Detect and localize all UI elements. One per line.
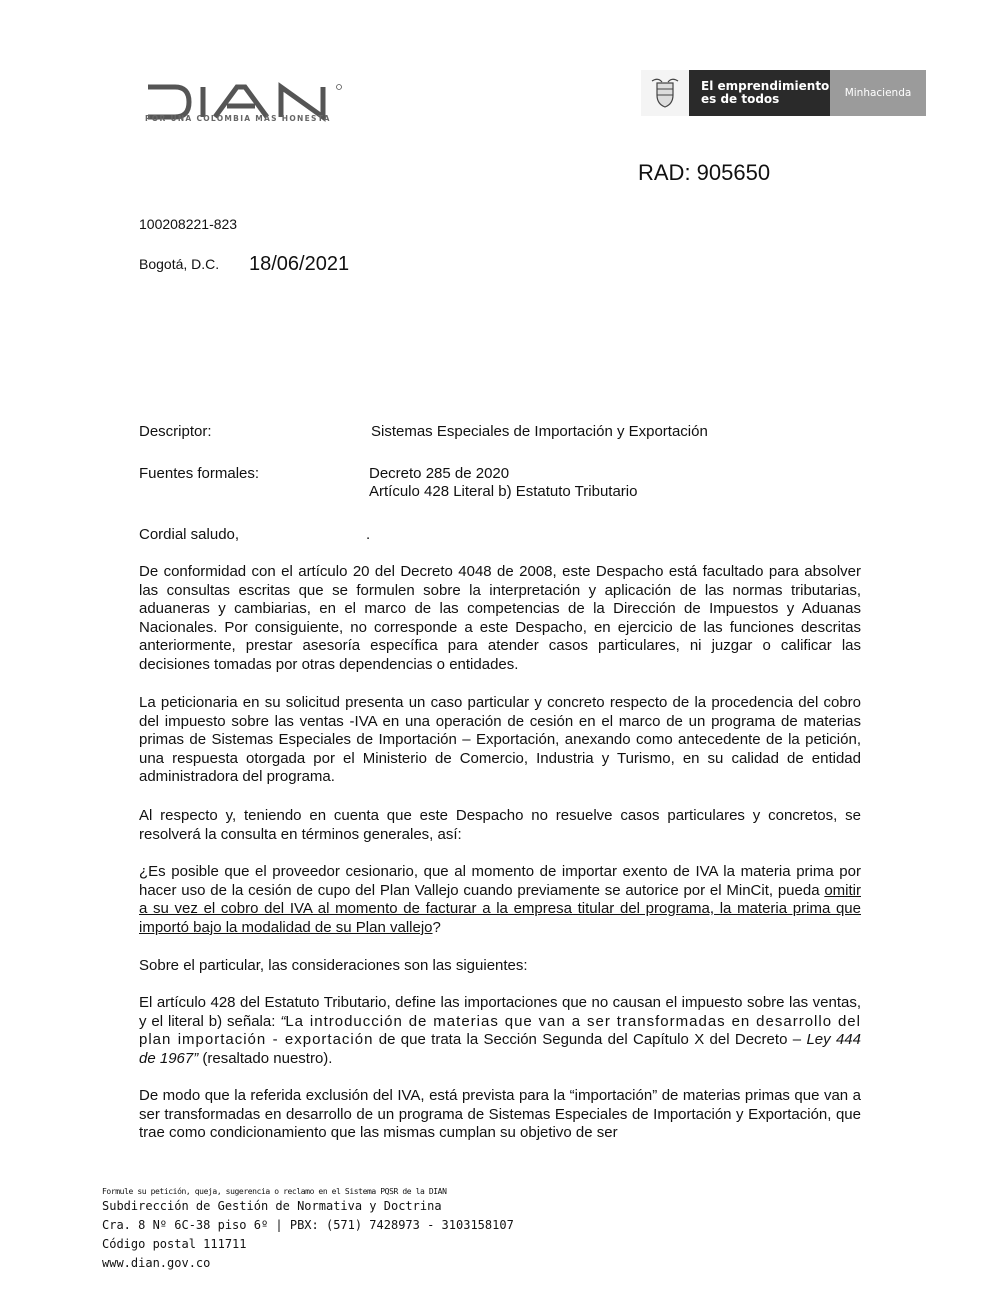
p6-text: El artículo 428 del Estatuto Tributario, define las importaciones que no causan el impuesto sobre las ventas, y el literal b) señala: [139,994,861,1030]
paragraph-1: De conformidad con el artículo 20 del Decreto 4048 de 2008, este Despacho está facultado para absolver las consultas escritas que se formulen sobre la interpretación y aplicación de las normas tributarias, aduaneras y cambiarias, en el marco de las competencias de la Dirección de Impuestos y Aduanas Nacionales. Por consiguiente, no corresponde a este Despacho, en ejercicio de las funciones descritas anteriormente, prestar asesoría específica para atender casos particulares, ni juzgar o calificar las decisiones tomadas por otras dependencias o entidades. [139,563,861,673]
p6-mid: de que trata la Sección Segunda del Capítulo X del Decreto – [373,1031,807,1049]
paragraph-2: La peticionaria en su solicitud presenta un caso particular y concreto respecto de la procedencia del cobro del impuesto sobre las ventas -IVA en una operación de cesión en el marco de un programa de materias primas de Sistemas Especiales de Importación – Exportación, anexando como antecedente de la petición, una respuesta otorgada por el Ministerio de Comercio, Industria y Turismo, en su calidad de entidad administradora del programa. [139,694,861,786]
p6-law: Ley 444 de 1967” [139,1031,861,1067]
reference-number: 100208221-823 [139,216,238,232]
date: 18/06/2021 [249,253,350,275]
fuentes-value-2: Artículo 428 Literal b) Estatuto Tributario [369,483,638,500]
paragraph-7: De modo que la referida exclusión del IVA, está prevista para la “importación” de materias primas que van a ser transformadas en desarrollo de un programa de Sistemas Especiales de Importación y Exportación, que trae como condicionamiento que las mismas cumplan su objetivo de ser [139,1087,861,1142]
banner-line-2: es de todos [701,92,780,106]
p6-quoted: La introducción de materias que van a ser transformadas en desarrollo del plan importación - exportación [139,1012,861,1049]
p4-text: ¿Es posible que el proveedor cesionario, que al momento de importar exento de IVA la materia prima por hacer uso de la cesión de cupo del Plan Vallejo cuando previamente se autorice por el MinCit, pueda [139,863,861,899]
fuentes-label: Fuentes formales: [139,465,260,482]
greeting: Cordial saludo, [139,526,240,543]
government-banner [641,70,926,116]
descriptor-label: Descriptor: [139,423,212,440]
logo-tagline: POR UNA COLOMBIA MÁS HONESTA [145,114,331,123]
paragraph-4 [139,863,861,937]
paragraph-5: Sobre el particular, las consideraciones son las siguientes: [139,957,528,974]
footer-office: Subdirección de Gestión de Normativa y Doctrina [102,1199,442,1213]
fuentes-value-1: Decreto 285 de 2020 [369,465,510,482]
descriptor-value: Sistemas Especiales de Importación y Exportación [371,423,708,440]
p6-end: (resaltado nuestro). [198,1049,333,1067]
footer-website[interactable]: www.dian.gov.co [102,1256,211,1270]
dian-logo [145,72,350,132]
footer-pqsr: Formule su petición, queja, sugerencia o reclamo en el Sistema PQSR de la DIAN [102,1187,447,1196]
p4-underlined: omitir a su vez el cobro del IVA al momento de facturar a la empresa titular del programa, la materia prima que importó bajo la modalidad de su Plan vallejo [139,881,861,936]
footer-postal-code: Código postal 111711 [102,1237,247,1251]
footer-address: Cra. 8 Nº 6C-38 piso 6º | PBX: (571) 7428973 - 3103158107 [102,1218,514,1232]
banner-slogan [689,70,830,116]
banner-line-1: El emprendimiento [701,79,830,93]
greeting-dot: . [366,526,371,543]
paragraph-6 [139,994,861,1068]
paragraph-3: Al respecto y, teniendo en cuenta que este Despacho no resuelve casos particulares y concretos, se resolverá la consulta en términos generales, así: [139,807,861,843]
banner-ministry: Minhacienda [830,70,926,116]
coat-of-arms-icon [641,70,689,116]
city: Bogotá, D.C. [139,256,220,272]
p6-quote: “ [280,1012,286,1030]
rad-number: RAD: 905650 [638,160,771,185]
p4-end: ? [432,918,441,936]
